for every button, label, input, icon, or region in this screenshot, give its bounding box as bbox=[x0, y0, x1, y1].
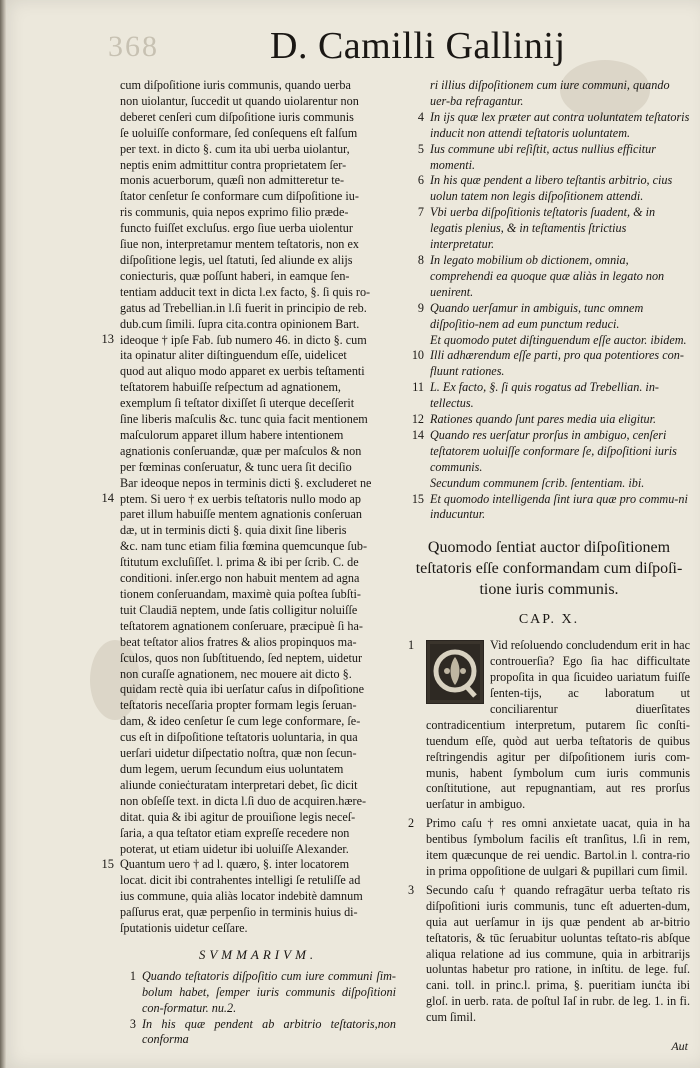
text-line: non obſeſſe text. in dicta l.ſi duo de acquiren.hære- bbox=[120, 793, 367, 808]
summary-number: 7 bbox=[417, 205, 424, 220]
summary-text: In legato mobilium ob dictionem, omnia, comprehendi ea quoque quæ aliàs in legato non uenirent. bbox=[430, 252, 665, 299]
summary-item bbox=[408, 333, 690, 349]
bleed-through-page-number: 368 bbox=[108, 30, 159, 63]
paragraph bbox=[408, 883, 690, 1026]
text-line: tuit Claudiā neptem, unde ſatis colligitur noluiſſe bbox=[120, 602, 358, 617]
text-line: ius commune, quia aliàs locator indebitè damnum bbox=[120, 889, 363, 904]
text-line: ptem. Si uero † ex uerbis teſtatoris nullo modo ap bbox=[120, 491, 362, 506]
summary-item bbox=[408, 142, 690, 174]
text-line: uerſari uidetur diſpectatio noſtra, quæ non ſecun- bbox=[120, 746, 357, 761]
text-line: deberet cenſeri cum diſpoſitione iuris communis bbox=[120, 109, 354, 124]
summary-item bbox=[120, 1017, 396, 1049]
summary-item bbox=[408, 173, 690, 205]
text-line: quidam rectè quia ibi uerſatur caſus in diſpoſitione bbox=[120, 682, 365, 697]
text-line: neptis enim admittitur contra proprietatem ſer- bbox=[120, 157, 347, 172]
catchword: Aut bbox=[671, 1039, 688, 1053]
paragraph bbox=[408, 816, 690, 880]
text-line: ſine liberis maſculis &c. tunc quia facit mentionem bbox=[120, 412, 368, 427]
summary-item bbox=[408, 110, 690, 142]
summary-item bbox=[408, 253, 690, 301]
text-line: dam, & ideo cenſetur ſe cum lege conformare, ſe- bbox=[120, 714, 361, 729]
summary-number: 9 bbox=[417, 300, 424, 315]
summary-number: 11 bbox=[412, 380, 424, 395]
summary-continuation bbox=[408, 78, 690, 523]
left-column bbox=[101, 78, 396, 1048]
text-line: ideoque † ipſe Fab. ſub numero 46. in dicto §. cum bbox=[120, 332, 367, 347]
text-line: conditioni. inſer.ergo non habuit mentem ad agna bbox=[120, 571, 360, 586]
text-line: Bar ideoque nepos in terminis dicti §. excluderet ne bbox=[120, 475, 372, 490]
summary-item bbox=[408, 78, 690, 110]
text-line: gatus ad Trebellian.in l.ſi fuerit in principio de reb. bbox=[120, 300, 367, 315]
summary-item bbox=[408, 205, 690, 253]
text-line: ita opinatur aliter diſtinguendum eſſe, uidelicet bbox=[120, 348, 347, 363]
text-line: poterat, ut etiam uidetur ibi uoluiſſe Alexander. bbox=[120, 841, 349, 856]
summary-item bbox=[408, 380, 690, 412]
chapter-heading: CAP. X. bbox=[518, 612, 580, 628]
summary-text: In his quæ pendent a libero teſtantis arbitrio, cius uolun tatem non legis diſpoſitionem attendi. bbox=[430, 173, 673, 204]
text-line: non uiolantur, ſuccedit ut quando uiolarentur non bbox=[120, 93, 359, 108]
summary-text: Quando res uerſatur prorſus in ambiguo, cenſeri teſtatorem uoluiſſe conformare ſe, diſpoſitioni iuris communis. bbox=[430, 427, 677, 474]
summary-number: 15 bbox=[411, 491, 424, 506]
summary-number: 14 bbox=[411, 427, 424, 442]
summary-text: Secundum communem ſcrib. ſententiam. ibi. bbox=[430, 475, 645, 490]
summary-item bbox=[408, 476, 690, 492]
summary-text: Illi adhærendum eſſe parti, pro qua potentiores con-fluunt rationes. bbox=[430, 348, 684, 379]
text-line: ſaria, a qua teſtator etiam expreſſe recedere non bbox=[120, 825, 350, 840]
summary-text: Vbi uerba diſpoſitionis teſtatoris ſuadent, & in legatis plenius, & in teſtamentis ſtrictius interpretatur. bbox=[430, 205, 656, 252]
paragraph-number: 2 bbox=[408, 816, 415, 831]
text-line: ſputationis uidetur ceſſare. bbox=[120, 921, 248, 936]
text-line: Quantum uero † ad l. quæro, §. inter locatorem bbox=[120, 857, 350, 872]
text-line: coniecturis, quæ poſſunt haberi, in eamque ſen- bbox=[120, 268, 350, 283]
summary-text: In his quæ pendent ab arbitrio teſtatoris,non conforma bbox=[142, 1016, 396, 1047]
text-line: cus eſt in diſpoſitione teſtatoris uoluntaria, in qua bbox=[120, 730, 358, 745]
text-line: exemplum ſi teſtator dixiſſet ſi uterque deceſſerit bbox=[120, 396, 355, 411]
summary-text: Et quomodo putet diſtinguendum eſſe auctor. ibidem. bbox=[430, 332, 687, 347]
text-line: per text. in dicto §. cum ita ubi uerba uiolantur, bbox=[120, 141, 350, 156]
paragraph-text: Primo caſu † res omni anxietate uacat, quia in ha bentibus ſymbolum facilis eſt tranſitus, l.ſi in rem, item quæcunque de rei uendic. Bartol.in l. contra-rio in prima oppoſitione de uulgari & pupillari cum ſimil. bbox=[426, 816, 690, 878]
summary-text: In ijs quæ lex præter aut contra uoluntatem teſtatoris inducit non attendi teſtatoris uoluntatem. bbox=[430, 109, 690, 140]
text-line: tionem conſeruandam, maximè quia poſtea ſubſti- bbox=[120, 587, 361, 601]
ornament-icon bbox=[429, 643, 481, 701]
page-gutter-shadow bbox=[0, 0, 6, 1068]
text-line: non curaſſe agnationem, nec mouere ait dicto §. bbox=[120, 666, 352, 681]
right-column bbox=[408, 78, 690, 1029]
summary-number: 4 bbox=[417, 109, 424, 124]
summary-item bbox=[408, 348, 690, 380]
summary-number: 5 bbox=[417, 141, 424, 156]
text-line: ſiue non, interpretamur mentem teſtatoris, non ex bbox=[120, 237, 359, 252]
summary-text: ri illius diſpoſitionem cum iure communi, quando uer-ba refragantur. bbox=[430, 78, 670, 108]
text-line: agnationis conſeruandæ, quæ per maſculos & non bbox=[120, 443, 362, 458]
chapter-body bbox=[408, 638, 690, 1026]
summary-item bbox=[120, 969, 396, 1017]
paragraph bbox=[408, 638, 690, 813]
summary-number: 10 bbox=[411, 348, 424, 363]
summary-number: 1 bbox=[129, 968, 136, 983]
text-line: teſtatorem habuiſſe reſpectum ad agnationem, bbox=[120, 380, 341, 395]
summary-item bbox=[408, 412, 690, 428]
text-line: teſtatorem agnationem conſeruare, præcipuè ſi ha- bbox=[120, 618, 363, 633]
paragraph-number: 3 bbox=[408, 882, 415, 897]
summary-item bbox=[408, 492, 690, 524]
summary-item bbox=[408, 301, 690, 333]
text-line: dum legem, uerum ſecundum eius uoluntatem bbox=[120, 761, 344, 776]
text-line: aliunde conieċturatam interpretari debet, ſic dicit bbox=[120, 777, 358, 792]
text-line: paret illum habuiſſe mentem agnationis conſeruan bbox=[120, 507, 362, 522]
summary-text: Ius commune ubi reſiſtit, actus nullius efficitur momenti. bbox=[430, 141, 657, 172]
summary-text: Quando uerſamur in ambiguis, tunc omnem diſpoſitio-nem ad eum punctum reduci. bbox=[430, 300, 644, 331]
text-line: cum diſpoſitione iuris communis, quando uerba bbox=[120, 78, 351, 92]
summary-text: Rationes quando ſunt pares media uia eligitur. bbox=[430, 412, 657, 427]
text-line: per fœminas conſeruatur, & tunc uera ſit deciſio bbox=[120, 459, 352, 474]
summary-number: 8 bbox=[417, 252, 424, 267]
text-line: functo fuiſſet excluſus. ergo ſiue uerba uiolentur bbox=[120, 221, 353, 236]
summary-number: 12 bbox=[411, 412, 424, 427]
text-line: ſtitutum excluſiſſet. l. prima & ibi per ſcrib. C. de bbox=[120, 555, 359, 570]
text-line: &c. nam tunc etiam filia fœmina quemcunque ſub- bbox=[120, 539, 368, 554]
text-line: teſtatoris neceſſaria propter formam legis ſeruan- bbox=[120, 698, 357, 713]
text-line: ſe uoluiſſe conformare, ſed conſequens eſt falſum bbox=[120, 125, 358, 140]
paragraph-number: 1 bbox=[408, 638, 415, 653]
text-line: locat. dicit ibi contrahentes intelligi ſe retuliſſe ad bbox=[120, 873, 361, 888]
summary-number: 3 bbox=[129, 1016, 136, 1031]
margin-number: 14 bbox=[101, 491, 114, 506]
summary-text: L. Ex facto, §. ſi quis rogatus ad Trebellian. in-tellectus. bbox=[430, 380, 659, 411]
text-line: monis acuerborum, quæſi non admitteretur te- bbox=[120, 173, 345, 188]
text-line: dub.cum ſimili. ſupra cita.contra opinionem Bart. bbox=[120, 316, 360, 331]
text-line: ris communis, quia nepos exprimo filio præde- bbox=[120, 205, 349, 220]
summary-title: SVMMARIVM. bbox=[198, 946, 318, 962]
summary-text: Et quomodo intelligenda ſint iura quæ pro commu-ni inducuntur. bbox=[430, 491, 688, 522]
text-line: tentiam adducit text in dicta l.ex facto, §. ſi quis ro- bbox=[120, 284, 371, 299]
text-line: ſculos, quos non ſubſtituendo, ſed neptem, uidetur bbox=[120, 650, 363, 665]
paragraph-text: Secundo caſu † quando refragātur uerba teſtato ris diſpoſitioni iuris communis, tunc eſt aduerten-dum, quia aut uerſamur in ijs quæ pendent ab ar-bitrio teſtatoris, & tūc ſeruabitur uoluntas teſtato-ris abſque aliqua relatione ad ius commune, quia in arbitrarijs uoluntas habetur pro ratione, in inſtitu. de lege. fuſ. cani. toll. in princ.l. prima, §. pueritiam iunċta ibi gloſ. in uerb. rata. de poſtul Iaſ in rubr. de leg. 1. in fi. cum ſimil. bbox=[426, 882, 690, 1025]
section-title: Quomodo ſentiat auctor diſpoſitionem teſtatoris eſſe conformandam cum diſpoſi-tione iuris communis. bbox=[415, 539, 683, 599]
summary-item bbox=[408, 428, 690, 476]
text-line: ſtator cenſetur ſe conformare cum diſpoſitione iu- bbox=[120, 189, 359, 204]
paragraph-text: Vid reſoluendo concludendum erit in hac controuerſia? Ego ſia hac difficultate propoſita in qua ſicuideo uariatum fuiſſe ſenten-tijs, ac laboratum ut conciliarentur diuerſitates contradicentium interpretum, putarem ſic conſti-tuendum eſſe, quòd aut uerba teſtatoris de quibus reſtringendis agitur per diſpoſitionem iuris com-munis, habent ſymbolum cum iuris communis conſtitutione, aut repugnantiam, aut res prorſus uerſatur in ambiguo. bbox=[426, 638, 690, 812]
margin-number: 13 bbox=[101, 332, 114, 347]
text-line: quod aut aliquo modo apparet ex uerbis teſtamenti bbox=[120, 364, 365, 379]
text-line: dæ, ut in terminis dicti §. quia dixit ſine liberis bbox=[120, 523, 347, 538]
summary-text: Quando teſtatoris diſpoſitio cum iure communi ſim-bolum habet, ſemper iuris communis diſpoſitioni con-formatur. nu.2. bbox=[142, 968, 396, 1015]
text-line: maſculorum apparet illum habere intentionem bbox=[120, 427, 344, 442]
text-line: ditat. quia & ibi agitur de prouiſione legis neceſ- bbox=[120, 809, 356, 824]
summary-number: 6 bbox=[417, 173, 424, 188]
decorated-initial-q bbox=[426, 640, 484, 704]
text-line: beat teſtator alios fratres & alios propinquos ma- bbox=[120, 634, 357, 649]
margin-number: 15 bbox=[101, 857, 114, 872]
text-line: paſſurus erat, quæ perpenſio in terminis huius di- bbox=[120, 905, 358, 920]
text-line: diſpoſitione legis, uel ſtatuti, ſed aliunde ex alijs bbox=[120, 252, 353, 267]
running-header: D. Camilli Gallinij bbox=[270, 25, 566, 67]
